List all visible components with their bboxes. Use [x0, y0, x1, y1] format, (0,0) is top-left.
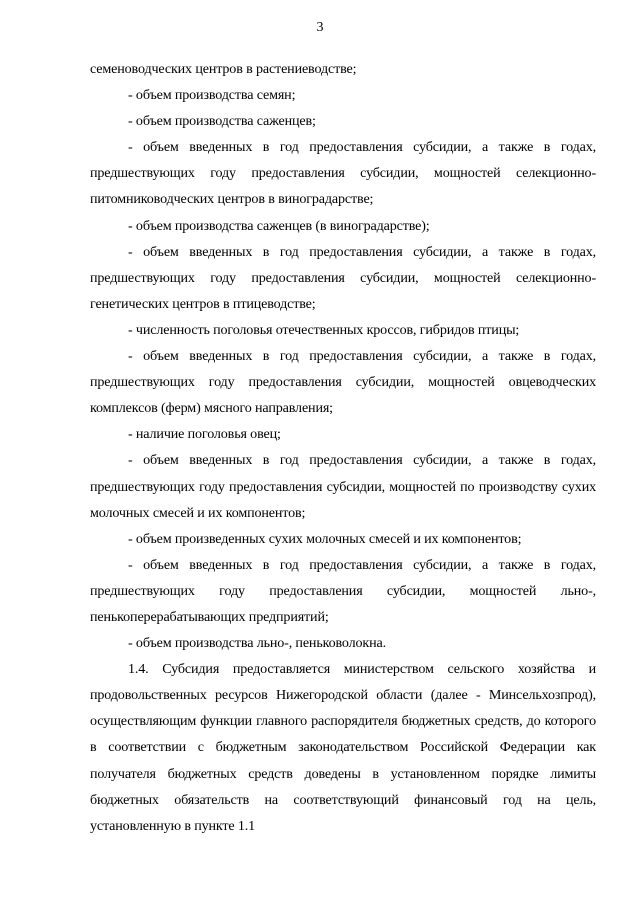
list-item: - объем производства саженцев;	[128, 113, 316, 130]
document-body	[90, 56, 596, 839]
list-item: - объем введенных в год предоставления субсидии, а также в годах, предшествующих году предоставления субсидии, мощностей овцеводческих комплексов (ферм) мясного направления;	[90, 348, 596, 417]
list-item: - объем введенных в год предоставления субсидии, а также в годах, предшествующих году предоставления субсидии, мощностей селекционно-генетических центров в птицеводстве;	[90, 243, 596, 312]
paragraph: семеноводческих центров в растениеводстве;	[90, 61, 357, 77]
list-item: - объем произведенных сухих молочных смесей и их компонентов;	[128, 530, 522, 547]
list-item: - объем введенных в год предоставления субсидии, а также в годах, предшествующих году предоставления субсидии, мощностей по производству сухих молочных смесей и их компонентов;	[90, 452, 596, 521]
list-item: - численность поголовья отечественных кроссов, гибридов птицы;	[128, 321, 520, 338]
list-item: - объем введенных в год предоставления субсидии, а также в годах, предшествующих году предоставления субсидии, мощностей льно-, пенькоперерабатывающих предприятий;	[90, 556, 596, 625]
list-item: - наличие поголовья овец;	[128, 426, 281, 443]
page-number: 3	[316, 20, 324, 35]
list-item: - объем производства саженцев (в виноградарстве);	[128, 217, 430, 234]
section-paragraph: 1.4. Субсидия предоставляется министерством сельского хозяйства и продовольственных ресурсов Нижегородской области (далее - Минсельхозпрод), осуществляющим функции главного распорядителя бюджетных средств, до которого в соответствии с бюджетным законодательством Российской Федерации как получателя бюджетных средств доведены в установленном порядке лимиты бюджетных обязательств на соответствующий финансовый год на цель, установленную в пункте 1.1	[90, 661, 596, 834]
list-item: - объем производства льно-, пеньковолокна.	[128, 635, 386, 652]
list-item: - объем производства семян;	[128, 87, 296, 104]
list-item: - объем введенных в год предоставления субсидии, а также в годах, предшествующих году предоставления субсидии, мощностей селекционно-питомниководческих центров в виноградарстве;	[90, 139, 596, 208]
